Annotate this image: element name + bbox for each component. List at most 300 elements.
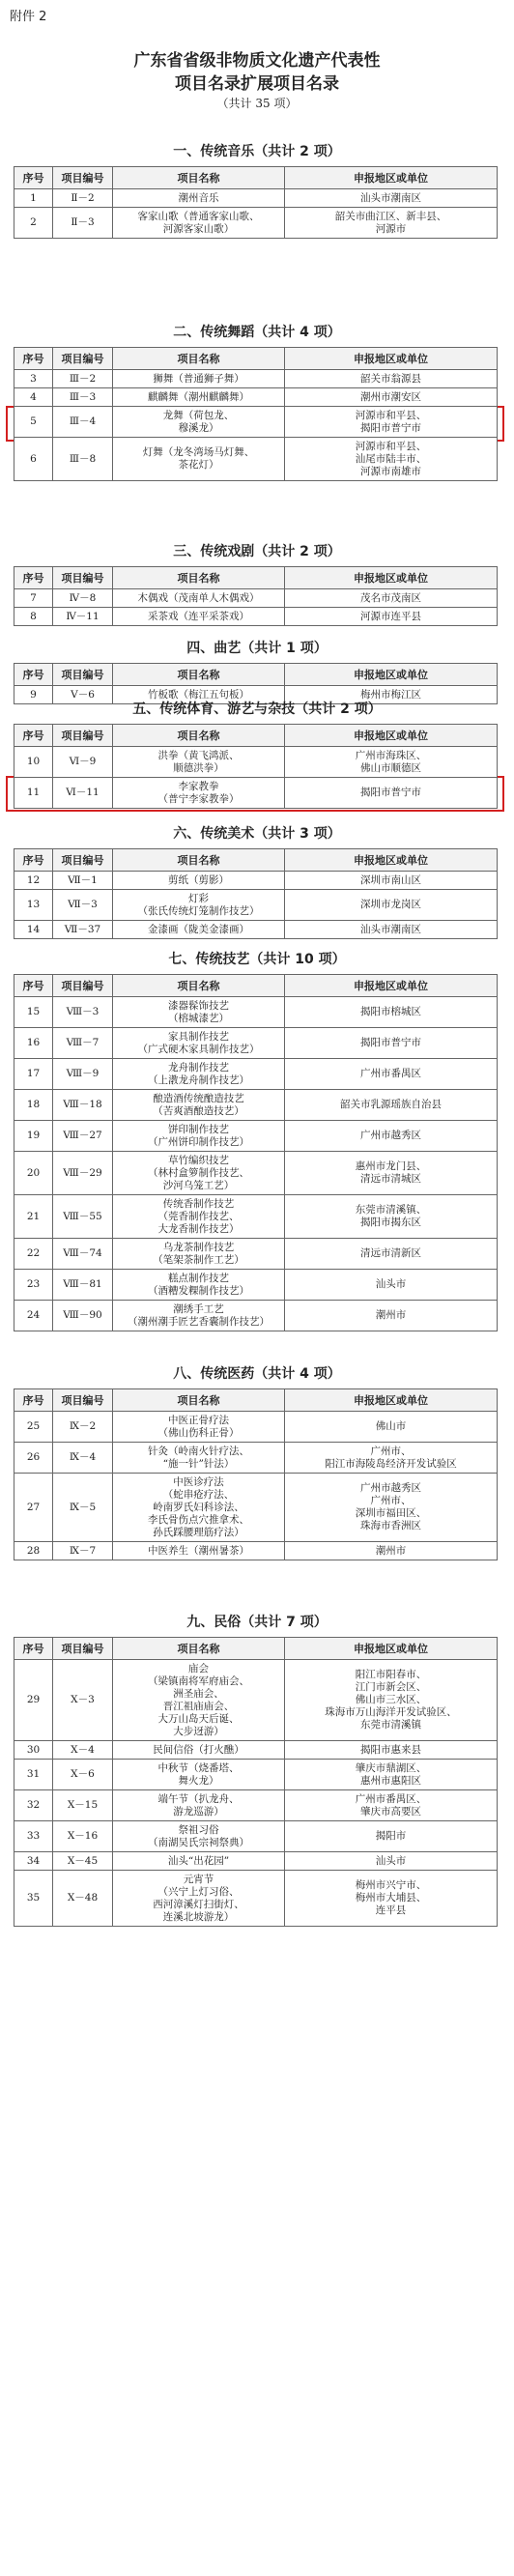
row-code: Ⅹ－16 bbox=[53, 1821, 113, 1852]
section-title: 五、传统体育、游艺与杂技（共计 2 项） bbox=[132, 701, 382, 717]
row-area bbox=[285, 921, 498, 939]
project-name-line: 狮舞（普通狮子舞） bbox=[153, 372, 244, 385]
section-table bbox=[14, 347, 498, 481]
header-area: 申报地区或单位 bbox=[285, 567, 498, 589]
project-name-line: （蛇串疮疗法、 bbox=[162, 1488, 235, 1501]
area-line: 揭阳市 bbox=[375, 1830, 407, 1842]
table-row bbox=[14, 608, 498, 626]
area-line: 揭阳市榕城区 bbox=[360, 1006, 421, 1017]
project-name-line: 穆溪龙） bbox=[178, 421, 219, 434]
area-line: 清远市清新区 bbox=[360, 1247, 421, 1259]
project-name-line: （笔架茶制作工艺） bbox=[153, 1253, 244, 1266]
project-name-line: 针灸（岭南火针疗法、 bbox=[148, 1445, 249, 1457]
project-name-line: 岭南罗氏妇科诊法、 bbox=[153, 1501, 244, 1513]
row-area bbox=[285, 1660, 498, 1741]
table-row bbox=[14, 1152, 498, 1195]
table-row bbox=[14, 1660, 498, 1741]
project-name-line: （广式硬木家具制作技艺） bbox=[137, 1043, 260, 1055]
row-area bbox=[285, 747, 498, 778]
row-seq: 7 bbox=[14, 589, 53, 608]
project-name-line: 舞火龙） bbox=[178, 1774, 219, 1787]
header-code: 项目编号 bbox=[53, 167, 113, 189]
area-line: 潮州市 bbox=[375, 1309, 407, 1321]
project-name-line: 民间信俗（打火醮） bbox=[153, 1743, 244, 1756]
row-seq: 31 bbox=[14, 1760, 53, 1790]
project-name-line: 汕头“出花园” bbox=[167, 1854, 230, 1867]
table-row bbox=[14, 1871, 498, 1927]
row-seq: 4 bbox=[14, 388, 53, 407]
row-project-name bbox=[113, 1301, 285, 1331]
table-row bbox=[14, 1821, 498, 1852]
table-row bbox=[14, 370, 498, 388]
area-line: 惠州市龙门县、 bbox=[355, 1160, 427, 1172]
row-code: Ⅳ－8 bbox=[53, 589, 113, 608]
row-project-name bbox=[113, 1741, 285, 1760]
area-line: 汕头市潮南区 bbox=[360, 191, 421, 204]
row-seq: 17 bbox=[14, 1059, 53, 1090]
project-name-line: 灯彩 bbox=[188, 892, 209, 904]
header-name: 项目名称 bbox=[113, 348, 285, 370]
row-area bbox=[285, 1821, 498, 1852]
row-project-name bbox=[113, 589, 285, 608]
section-title: 六、传统美术（共计 3 项） bbox=[173, 826, 341, 842]
project-name-line: “施一针”针法） bbox=[162, 1457, 235, 1470]
header-code: 项目编号 bbox=[53, 975, 113, 997]
row-area bbox=[285, 1152, 498, 1195]
project-name-line: 漆器髹饰技艺 bbox=[168, 999, 229, 1012]
project-name-line: 潮州音乐 bbox=[178, 191, 219, 204]
row-code: Ⅷ－90 bbox=[53, 1301, 113, 1331]
area-line: 广州市番禺区 bbox=[360, 1068, 421, 1079]
area-line: 茂名市茂南区 bbox=[360, 591, 421, 604]
row-code: Ⅹ－15 bbox=[53, 1790, 113, 1821]
row-project-name bbox=[113, 1195, 285, 1239]
project-name-line: 麒麟舞（潮州麒麟舞） bbox=[148, 390, 249, 403]
header-code: 项目编号 bbox=[53, 725, 113, 747]
row-project-name bbox=[113, 1270, 285, 1301]
row-seq: 2 bbox=[14, 208, 53, 239]
project-name-line: 金漆画（陇美金漆画） bbox=[148, 923, 249, 935]
row-project-name bbox=[113, 1760, 285, 1790]
header-seq: 序号 bbox=[14, 1638, 53, 1660]
area-line: 韶关市乳源瑶族自治县 bbox=[340, 1099, 442, 1110]
row-code: Ⅲ－4 bbox=[53, 407, 113, 438]
row-code: Ⅷ－55 bbox=[53, 1195, 113, 1239]
header-code: 项目编号 bbox=[53, 1638, 113, 1660]
row-project-name bbox=[113, 747, 285, 778]
area-line: 汕头市潮南区 bbox=[360, 923, 421, 935]
row-seq: 1 bbox=[14, 189, 53, 208]
row-area bbox=[285, 1871, 498, 1927]
area-line: 珠海市万山海洋开发试验区、 bbox=[325, 1706, 457, 1718]
row-project-name bbox=[113, 1028, 285, 1059]
table-row bbox=[14, 1741, 498, 1760]
row-seq: 11 bbox=[14, 778, 53, 809]
area-line: 梅州市大埔县、 bbox=[355, 1892, 427, 1903]
area-line: 肇庆市高要区 bbox=[360, 1805, 421, 1818]
header-seq: 序号 bbox=[14, 849, 53, 872]
row-code: Ⅷ－18 bbox=[53, 1090, 113, 1121]
table-row bbox=[14, 1059, 498, 1090]
area-line: 河源市连平县 bbox=[360, 610, 421, 622]
area-line: 揭阳市惠来县 bbox=[360, 1743, 421, 1756]
project-name-line: 灯舞（龙冬湾场马灯舞、 bbox=[142, 446, 255, 458]
project-name-line: 饼印制作技艺 bbox=[168, 1123, 229, 1135]
row-code: Ⅹ－3 bbox=[53, 1660, 113, 1741]
project-name-line: 洲圣庙会、 bbox=[173, 1687, 224, 1700]
table-header-row bbox=[14, 975, 498, 997]
row-project-name bbox=[113, 921, 285, 939]
table-row bbox=[14, 890, 498, 921]
row-seq: 16 bbox=[14, 1028, 53, 1059]
area-line: 连平县 bbox=[375, 1904, 407, 1916]
area-line: 东莞市清溪镇 bbox=[360, 1719, 421, 1731]
project-name-line: 顺德洪拳） bbox=[173, 761, 224, 774]
area-line: 广州市、 bbox=[370, 1495, 412, 1506]
table-row bbox=[14, 1542, 498, 1560]
row-seq: 14 bbox=[14, 921, 53, 939]
row-code: Ⅷ－74 bbox=[53, 1239, 113, 1270]
page-title-line2: 项目名录扩展项目名录 bbox=[175, 74, 339, 94]
row-code: Ⅸ－2 bbox=[53, 1412, 113, 1443]
header-code: 项目编号 bbox=[53, 567, 113, 589]
section-table bbox=[14, 974, 498, 1331]
row-project-name bbox=[113, 1871, 285, 1927]
project-name-line: 茶花灯） bbox=[178, 459, 219, 471]
area-line: 珠海市香洲区 bbox=[360, 1520, 421, 1531]
row-seq: 18 bbox=[14, 1090, 53, 1121]
table-row bbox=[14, 1195, 498, 1239]
project-name-line: 潮绣手工艺 bbox=[173, 1302, 224, 1315]
area-line: 广州市番禺区、 bbox=[355, 1792, 427, 1805]
project-name-line: 沙河乌笼工艺） bbox=[162, 1179, 235, 1191]
header-area: 申报地区或单位 bbox=[285, 1389, 498, 1412]
header-name: 项目名称 bbox=[113, 849, 285, 872]
row-project-name bbox=[113, 370, 285, 388]
area-line: 肇庆市鼎湖区、 bbox=[355, 1761, 427, 1774]
header-area: 申报地区或单位 bbox=[285, 167, 498, 189]
row-seq: 10 bbox=[14, 747, 53, 778]
row-seq: 33 bbox=[14, 1821, 53, 1852]
row-area bbox=[285, 1412, 498, 1443]
project-name-line: （佛山伤科正骨） bbox=[157, 1426, 240, 1439]
row-project-name bbox=[113, 1239, 285, 1270]
row-seq: 5 bbox=[14, 407, 53, 438]
project-name-line: 客家山歌（普通客家山歌、 bbox=[137, 210, 260, 222]
section-title: 八、传统医药（共计 4 项） bbox=[173, 1366, 341, 1382]
row-area bbox=[285, 388, 498, 407]
area-line: 广州市越秀区 bbox=[360, 1130, 421, 1141]
row-seq: 21 bbox=[14, 1195, 53, 1239]
project-name-line: （梁镇南将军府庙会、 bbox=[148, 1674, 249, 1687]
row-seq: 25 bbox=[14, 1412, 53, 1443]
project-name-line: （广州饼印制作技艺） bbox=[148, 1135, 249, 1148]
project-name-line: 糕点制作技艺 bbox=[168, 1272, 229, 1284]
row-project-name bbox=[113, 189, 285, 208]
section-table bbox=[14, 566, 498, 626]
area-line: 韶关市曲江区、新丰县、 bbox=[334, 210, 447, 222]
row-code: Ⅶ－37 bbox=[53, 921, 113, 939]
header-seq: 序号 bbox=[14, 348, 53, 370]
area-line: 广州市、 bbox=[370, 1445, 412, 1457]
row-project-name bbox=[113, 1852, 285, 1871]
area-line: 佛山市三水区、 bbox=[355, 1694, 427, 1705]
project-name-line: 中秋节（烧番塔、 bbox=[157, 1761, 240, 1774]
section-title: 一、传统音乐（共计 2 项） bbox=[173, 144, 341, 159]
project-name-line: 大龙香制作技艺） bbox=[157, 1222, 240, 1235]
row-project-name bbox=[113, 1412, 285, 1443]
area-line: 梅州市兴宁市、 bbox=[355, 1879, 427, 1891]
row-seq: 32 bbox=[14, 1790, 53, 1821]
row-project-name bbox=[113, 890, 285, 921]
row-code: Ⅶ－1 bbox=[53, 872, 113, 890]
project-name-line: （南湖吴氏宗祠祭典） bbox=[148, 1836, 249, 1848]
row-code: Ⅸ－7 bbox=[53, 1542, 113, 1560]
header-seq: 序号 bbox=[14, 975, 53, 997]
project-name-line: 游龙巡游） bbox=[173, 1805, 224, 1818]
project-name-line: 孙氏踩腰理筋疗法） bbox=[153, 1526, 244, 1538]
table-row bbox=[14, 1090, 498, 1121]
project-name-line: 中医诊疗法 bbox=[173, 1475, 224, 1488]
row-code: Ⅹ－48 bbox=[53, 1871, 113, 1927]
area-line: 清远市清城区 bbox=[360, 1173, 421, 1185]
row-seq: 12 bbox=[14, 872, 53, 890]
project-name-line: 元宵节 bbox=[183, 1873, 214, 1885]
header-area: 申报地区或单位 bbox=[285, 975, 498, 997]
row-area bbox=[285, 1741, 498, 1760]
table-header-row bbox=[14, 1638, 498, 1660]
area-line: 阳江市阳春市、 bbox=[355, 1669, 427, 1680]
table-row bbox=[14, 1239, 498, 1270]
row-seq: 30 bbox=[14, 1741, 53, 1760]
area-line: 韶关市翁源县 bbox=[360, 372, 421, 385]
row-code: Ⅵ－11 bbox=[53, 778, 113, 809]
row-area bbox=[285, 872, 498, 890]
header-seq: 序号 bbox=[14, 567, 53, 589]
project-name-line: 草竹编织技艺 bbox=[168, 1154, 229, 1166]
project-name-line: 端午节（扒龙舟、 bbox=[157, 1792, 240, 1805]
row-code: Ⅷ－29 bbox=[53, 1152, 113, 1195]
project-name-line: 木偶戏（茂南单人木偶戏） bbox=[137, 591, 260, 604]
row-seq: 28 bbox=[14, 1542, 53, 1560]
area-line: 深圳市福田区、 bbox=[355, 1507, 427, 1519]
row-code: Ⅶ－3 bbox=[53, 890, 113, 921]
project-name-line: （张氏传统灯笼制作技艺） bbox=[137, 904, 260, 917]
row-seq: 35 bbox=[14, 1871, 53, 1927]
section-table bbox=[14, 848, 498, 939]
row-area bbox=[285, 208, 498, 239]
table-row bbox=[14, 1760, 498, 1790]
table-row bbox=[14, 1443, 498, 1474]
table-row bbox=[14, 388, 498, 407]
header-seq: 序号 bbox=[14, 664, 53, 686]
table-row bbox=[14, 872, 498, 890]
area-line: 揭阳市普宁市 bbox=[360, 421, 421, 434]
table-header-row bbox=[14, 849, 498, 872]
header-area: 申报地区或单位 bbox=[285, 1638, 498, 1660]
header-area: 申报地区或单位 bbox=[285, 664, 498, 686]
header-name: 项目名称 bbox=[113, 1638, 285, 1660]
project-name-line: 李氏骨伤点穴推拿术、 bbox=[148, 1513, 249, 1526]
row-project-name bbox=[113, 1121, 285, 1152]
area-line: 东莞市清溪镇、 bbox=[355, 1204, 427, 1216]
row-code: Ⅸ－5 bbox=[53, 1474, 113, 1542]
header-name: 项目名称 bbox=[113, 664, 285, 686]
row-seq: 20 bbox=[14, 1152, 53, 1195]
area-line: 广州市越秀区 bbox=[360, 1482, 421, 1494]
project-name-line: 竹板歌（梅江五句板） bbox=[148, 688, 249, 701]
row-project-name bbox=[113, 388, 285, 407]
row-area bbox=[285, 778, 498, 809]
project-name-line: （普宁李家教拳） bbox=[157, 792, 240, 805]
row-code: Ⅷ－81 bbox=[53, 1270, 113, 1301]
row-project-name bbox=[113, 778, 285, 809]
row-code: Ⅴ－6 bbox=[53, 686, 113, 704]
row-area bbox=[285, 1090, 498, 1121]
project-name-line: （林村盒箩制作技艺、 bbox=[148, 1166, 249, 1179]
header-area: 申报地区或单位 bbox=[285, 725, 498, 747]
row-project-name bbox=[113, 872, 285, 890]
row-code: Ⅷ－9 bbox=[53, 1059, 113, 1090]
project-name-line: 西河漳溪灯扫街灯、 bbox=[153, 1898, 244, 1910]
area-line: 佛山市 bbox=[375, 1420, 407, 1432]
table-row bbox=[14, 997, 498, 1028]
table-row bbox=[14, 1790, 498, 1821]
table-row bbox=[14, 1270, 498, 1301]
section-title: 三、传统戏剧（共计 2 项） bbox=[173, 544, 341, 559]
table-header-row bbox=[14, 1389, 498, 1412]
row-area bbox=[285, 1852, 498, 1871]
row-seq: 23 bbox=[14, 1270, 53, 1301]
row-code: Ⅲ－8 bbox=[53, 438, 113, 481]
row-area bbox=[285, 1028, 498, 1059]
header-code: 项目编号 bbox=[53, 664, 113, 686]
section-table bbox=[14, 1388, 498, 1560]
project-name-line: 庙会 bbox=[188, 1662, 209, 1674]
project-name-line: 中医养生（潮州暑茶） bbox=[148, 1544, 249, 1557]
row-project-name bbox=[113, 1542, 285, 1560]
row-area bbox=[285, 1301, 498, 1331]
table-row bbox=[14, 189, 498, 208]
row-area bbox=[285, 1121, 498, 1152]
header-seq: 序号 bbox=[14, 1389, 53, 1412]
project-name-line: （兴宁上灯习俗、 bbox=[157, 1885, 240, 1898]
project-name-line: 酿造酒传统酿造技艺 bbox=[153, 1092, 244, 1104]
area-line: 广州市海珠区、 bbox=[355, 749, 427, 761]
row-seq: 29 bbox=[14, 1660, 53, 1741]
area-line: 阳江市海陵岛经济开发试验区 bbox=[325, 1457, 457, 1470]
area-line: 汕头市 bbox=[375, 1854, 407, 1867]
row-area bbox=[285, 589, 498, 608]
row-project-name bbox=[113, 1474, 285, 1542]
row-project-name bbox=[113, 208, 285, 239]
section-title: 四、曲艺（共计 1 项） bbox=[186, 641, 328, 656]
area-line: 梅州市梅江区 bbox=[360, 688, 421, 701]
area-line: 江门市新会区、 bbox=[355, 1681, 427, 1693]
annex-label: 附件 2 bbox=[10, 10, 47, 24]
header-code: 项目编号 bbox=[53, 1389, 113, 1412]
area-line: 深圳市龙岗区 bbox=[360, 899, 421, 910]
area-line: 潮州市潮安区 bbox=[360, 390, 421, 403]
section-table bbox=[14, 724, 498, 809]
total-count: （共计 35 项） bbox=[216, 97, 298, 110]
section-table bbox=[14, 166, 498, 239]
page-title-line1: 广东省省级非物质文化遗产代表性 bbox=[133, 51, 381, 71]
project-name-line: 乌龙茶制作技艺 bbox=[162, 1241, 235, 1253]
project-name-line: 采茶戏（连平采茶戏） bbox=[148, 610, 249, 622]
project-name-line: 龙舞（荷包龙、 bbox=[162, 409, 235, 421]
row-seq: 6 bbox=[14, 438, 53, 481]
row-code: Ⅱ－3 bbox=[53, 208, 113, 239]
header-area: 申报地区或单位 bbox=[285, 348, 498, 370]
row-area bbox=[285, 438, 498, 481]
row-seq: 9 bbox=[14, 686, 53, 704]
area-line: 河源市和平县、 bbox=[355, 409, 427, 421]
table-row bbox=[14, 1028, 498, 1059]
row-project-name bbox=[113, 1152, 285, 1195]
row-code: Ⅲ－3 bbox=[53, 388, 113, 407]
project-name-line: 大步迓游） bbox=[173, 1725, 224, 1737]
table-header-row bbox=[14, 725, 498, 747]
row-area bbox=[285, 1443, 498, 1474]
row-seq: 13 bbox=[14, 890, 53, 921]
area-line: 汕尾市陆丰市、 bbox=[355, 452, 427, 465]
row-seq: 19 bbox=[14, 1121, 53, 1152]
area-line: 揭阳市普宁市 bbox=[360, 787, 421, 798]
project-name-line: 剪纸（剪影） bbox=[168, 873, 229, 886]
area-line: 河源市 bbox=[375, 222, 407, 235]
project-name-line: 晋江祖庙庙会、 bbox=[162, 1700, 235, 1712]
row-project-name bbox=[113, 1090, 285, 1121]
row-project-name bbox=[113, 1821, 285, 1852]
table-row bbox=[14, 438, 498, 481]
row-area bbox=[285, 608, 498, 626]
row-project-name bbox=[113, 438, 285, 481]
row-seq: 15 bbox=[14, 997, 53, 1028]
header-code: 项目编号 bbox=[53, 849, 113, 872]
row-code: Ⅷ－7 bbox=[53, 1028, 113, 1059]
header-area: 申报地区或单位 bbox=[285, 849, 498, 872]
row-code: Ⅹ－45 bbox=[53, 1852, 113, 1871]
row-seq: 34 bbox=[14, 1852, 53, 1871]
header-name: 项目名称 bbox=[113, 975, 285, 997]
table-row bbox=[14, 1301, 498, 1331]
row-project-name bbox=[113, 1660, 285, 1741]
table-row bbox=[14, 778, 498, 809]
row-code: Ⅷ－3 bbox=[53, 997, 113, 1028]
table-row bbox=[14, 208, 498, 239]
project-name-line: 祭祖习俗 bbox=[178, 1823, 219, 1836]
project-name-line: （上漖龙舟制作技艺） bbox=[148, 1073, 249, 1086]
row-seq: 22 bbox=[14, 1239, 53, 1270]
row-code: Ⅸ－4 bbox=[53, 1443, 113, 1474]
project-name-line: 连溪北坡游龙） bbox=[162, 1910, 235, 1923]
row-code: Ⅹ－4 bbox=[53, 1741, 113, 1760]
table-row bbox=[14, 921, 498, 939]
row-seq: 24 bbox=[14, 1301, 53, 1331]
row-area bbox=[285, 890, 498, 921]
row-seq: 26 bbox=[14, 1443, 53, 1474]
section-table bbox=[14, 1637, 498, 1927]
section-title: 二、传统舞蹈（共计 4 项） bbox=[173, 325, 341, 340]
row-project-name bbox=[113, 1443, 285, 1474]
row-area bbox=[285, 1059, 498, 1090]
area-line: 汕头市 bbox=[375, 1278, 407, 1290]
row-area bbox=[285, 1195, 498, 1239]
table-row bbox=[14, 1412, 498, 1443]
project-name-line: （苦爽酒酿造技艺） bbox=[153, 1104, 244, 1117]
table-header-row bbox=[14, 167, 498, 189]
